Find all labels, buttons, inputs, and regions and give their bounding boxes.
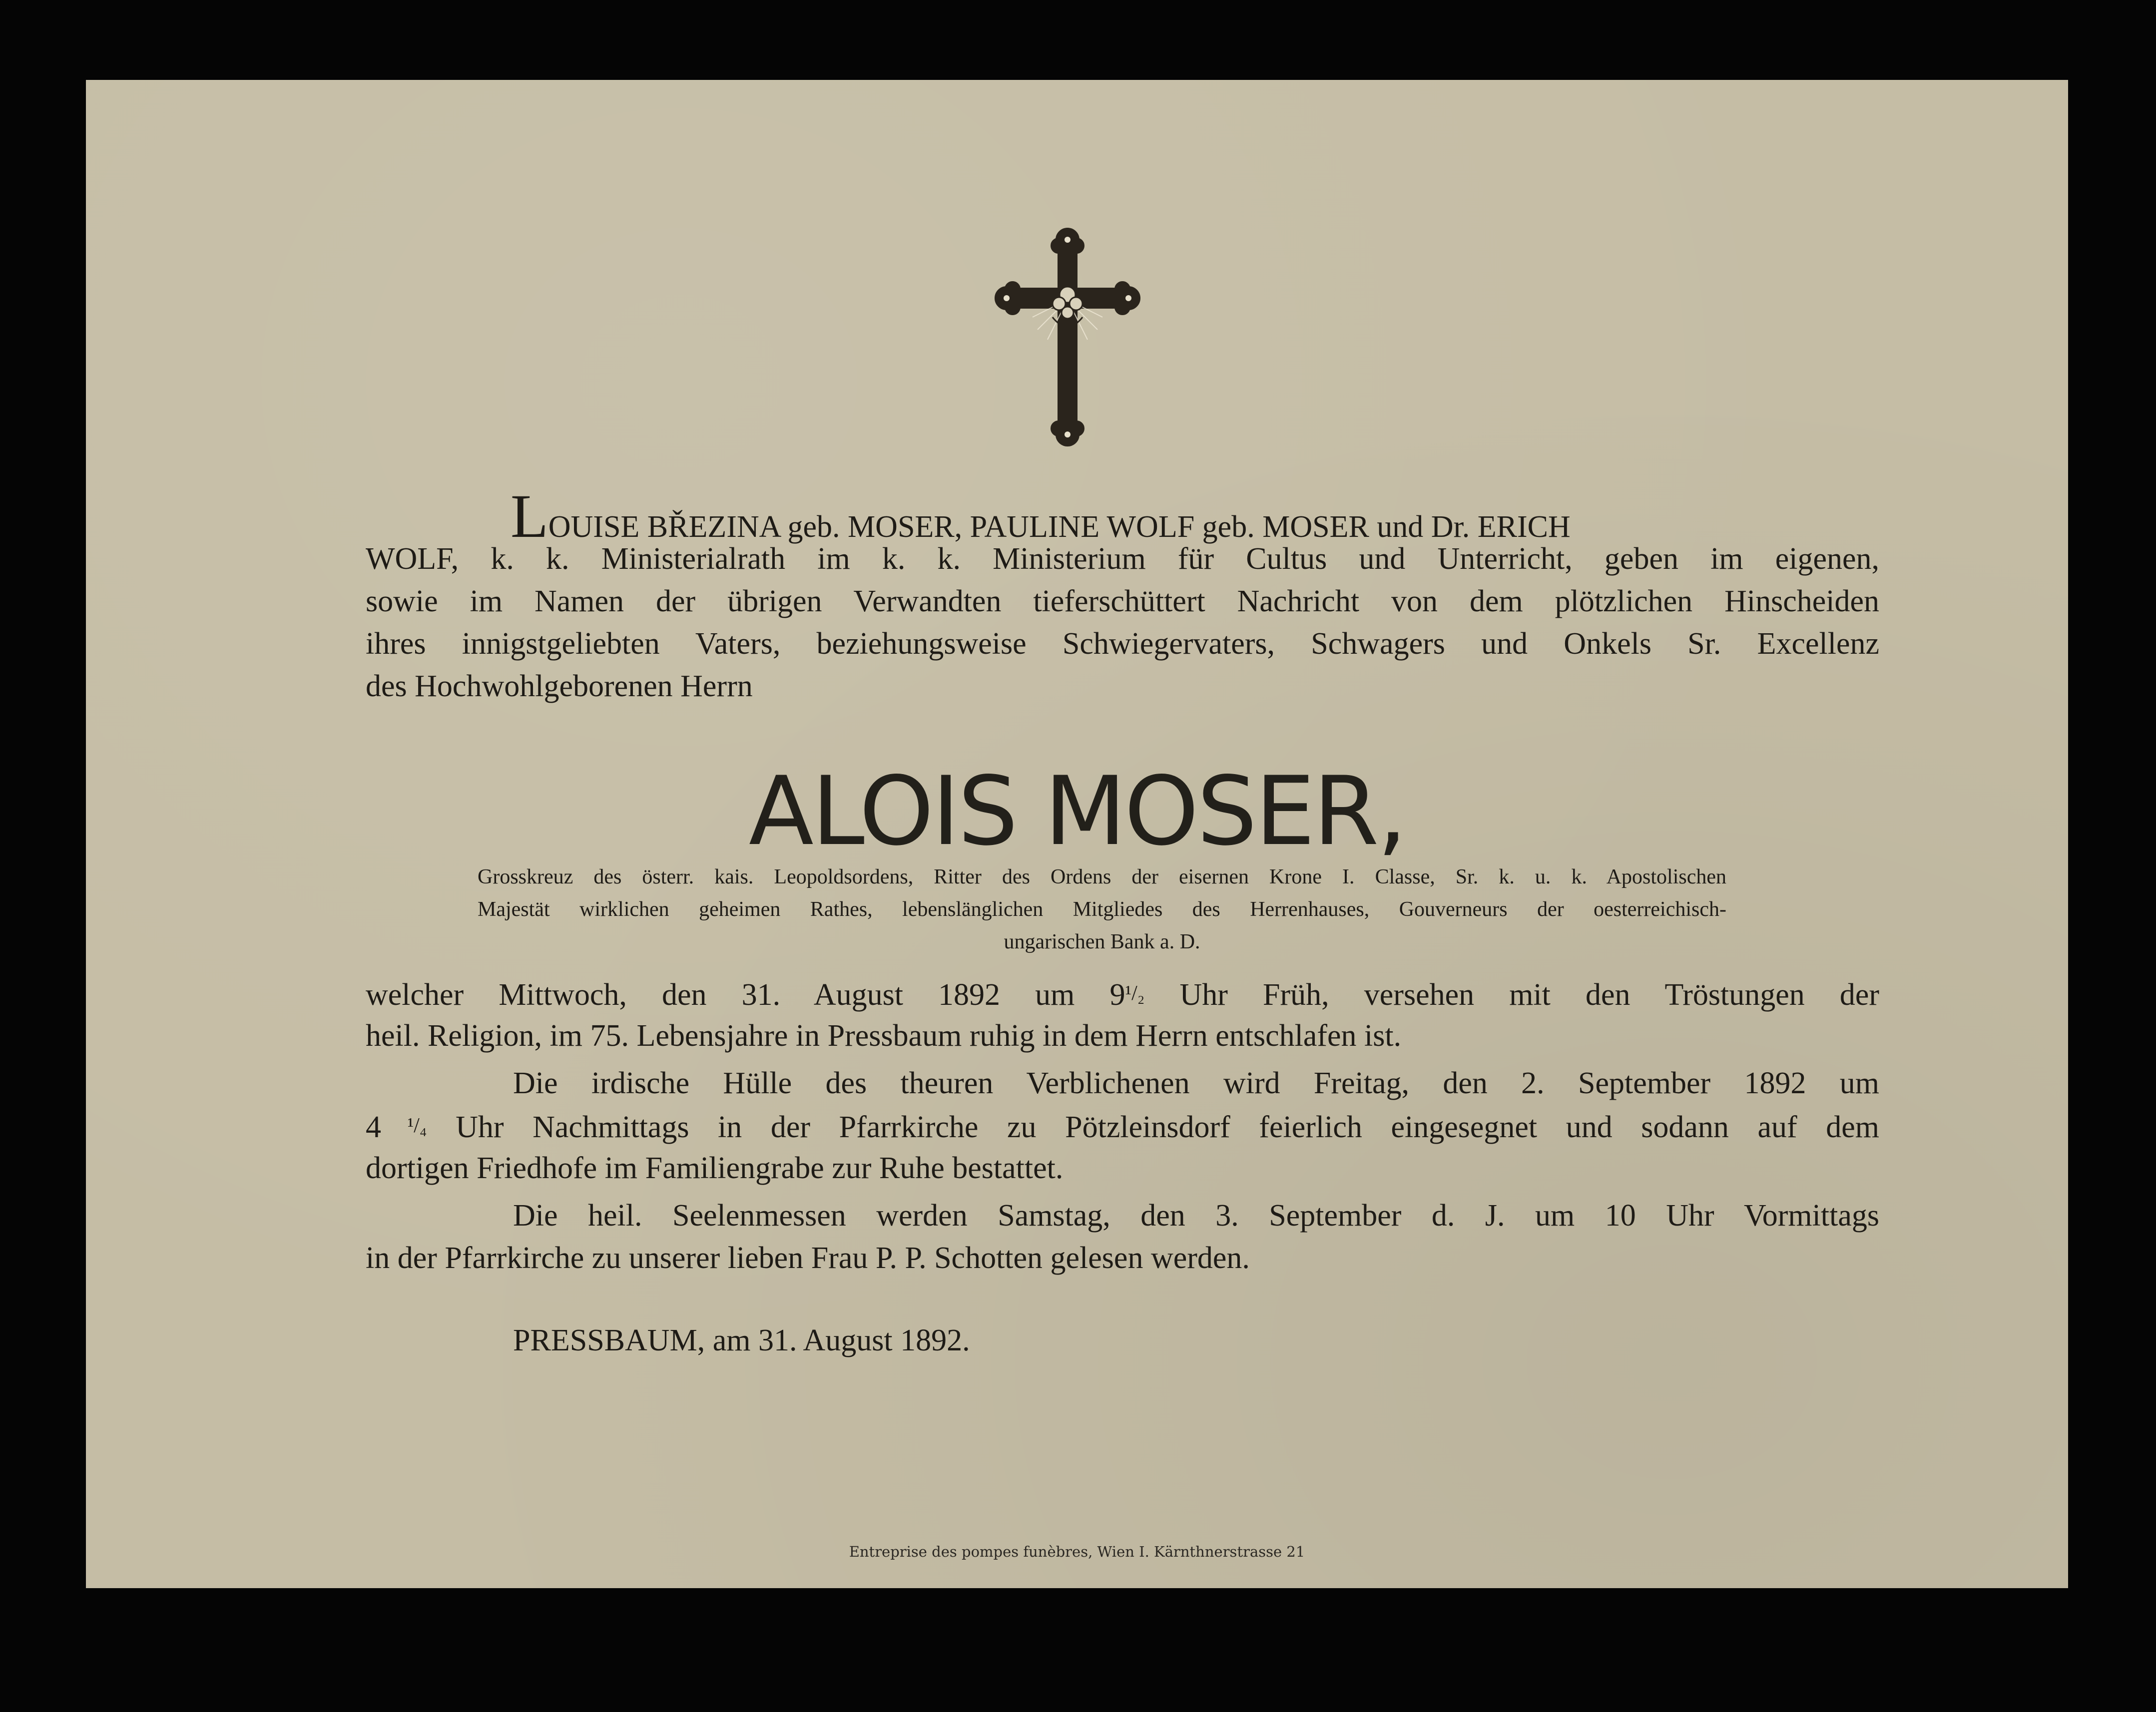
para2-line1	[366, 971, 1879, 1017]
printer-credit: Entreprise des pompes funèbres, Wien I. Kärnthnerstrasse 21	[849, 1543, 1305, 1560]
para2-line1-b: Uhr Früh, versehen mit den Tröstungen der	[1144, 978, 1879, 1012]
death-notice-card	[86, 80, 2068, 1588]
initial-letter: L	[511, 482, 548, 550]
para4-line2: in der Pfarrkirche zu unserer lieben Frau P. P. Schotten gelesen werden.	[366, 1241, 1250, 1275]
para1-line5: des Hochwohlgeborenen Herrn	[366, 669, 753, 703]
para1-line3: sowie im Namen der übrigen Verwandten tieferschüttert Nachricht von dem plötzlichen Hinscheiden	[366, 584, 1879, 618]
para3-line2	[366, 1104, 1879, 1149]
fraction-quarter: ¹/₄	[381, 1114, 427, 1137]
para3-line2-a: 4	[366, 1110, 381, 1144]
para4-line1: Die heil. Seelenmessen werden Samstag, den 3. September d. J. um 10 Uhr Vormittags	[513, 1199, 1879, 1233]
place-date: PRESSBAUM, am 31. August 1892.	[513, 1323, 970, 1357]
para3-line2-b: Uhr Nachmittags in der Pfarrkirche zu Pötzleinsdorf feierlich eingesegnet und sodann auf dem	[427, 1110, 1880, 1144]
para2-line2: heil. Religion, im 75. Lebensjahre in Pressbaum ruhig in dem Herrn entschlafen ist.	[366, 1019, 1402, 1053]
fraction-half: ¹/₂	[1125, 982, 1145, 1005]
para3-line3: dortigen Friedhofe im Familiengrabe zur Ruhe bestattet.	[366, 1151, 1064, 1185]
titles-line1: Grosskreuz des österr. kais. Leopoldsordens, Ritter des Ordens der eisernen Krone I. Classe, Sr. k. u. k. Apostolischen	[478, 865, 1726, 888]
para1-line1-text: OUISE BŘEZINA geb. MOSER, PAULINE WOLF geb. MOSER und Dr. ERICH	[548, 510, 1571, 544]
para3-line1: Die irdische Hülle des theuren Verblichenen wird Freitag, den 2. September 1892 um	[513, 1066, 1879, 1100]
titles-line3: ungarischen Bank a. D.	[1004, 930, 1200, 953]
titles-line2: Majestät wirklichen geheimen Rathes, lebenslänglichen Mitgliedes des Herrenhauses, Gouverneurs der oesterreichisch-	[478, 898, 1726, 921]
para1-line2: WOLF, k. k. Ministerialrath im k. k. Ministerium für Cultus und Unterricht, geben im eigenen,	[366, 542, 1879, 576]
cross-icon	[993, 225, 1142, 454]
deceased-name: ALOIS MOSER,	[748, 756, 1406, 866]
para2-line1-a: welcher Mittwoch, den 31. August 1892 um 9	[366, 978, 1125, 1012]
para1-line4: ihres innigstgeliebten Vaters, beziehungsweise Schwiegervaters, Schwagers und Onkels Sr. Excellenz	[366, 627, 1879, 661]
